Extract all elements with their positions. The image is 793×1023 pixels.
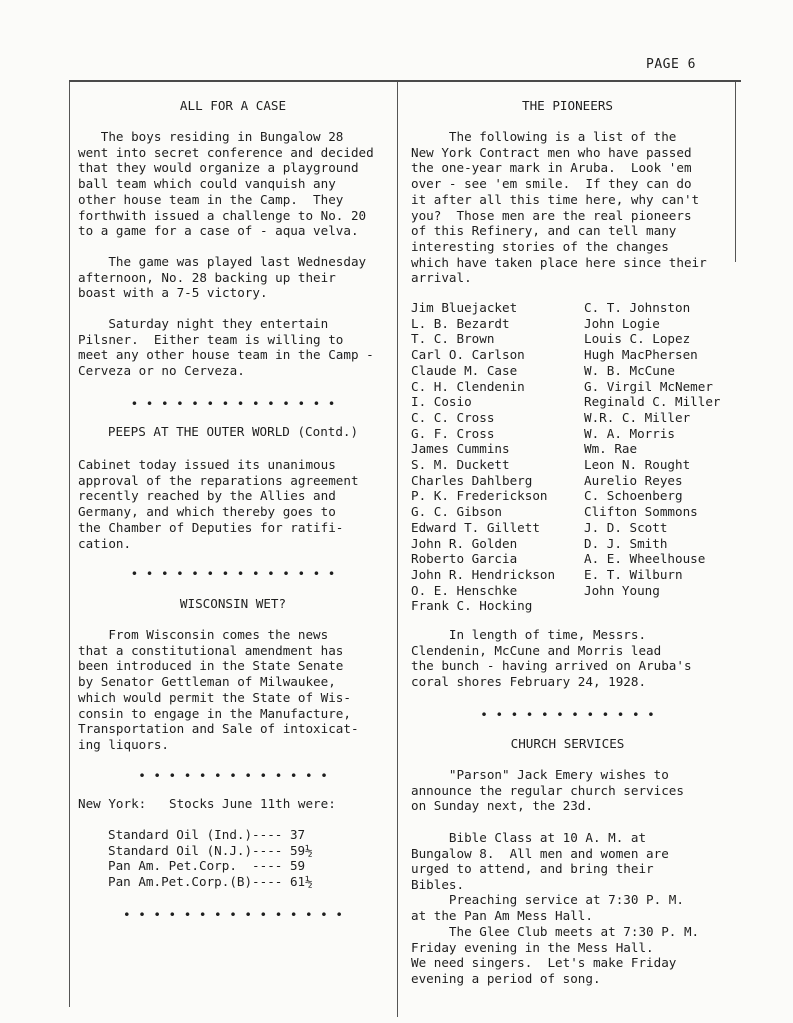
pioneer-name: Charles Dahlberg	[411, 472, 533, 488]
text-line: meet any other house team in the Camp -	[78, 347, 374, 363]
pioneer-name: Leon N. Rought	[584, 457, 691, 472]
text-line: The boys residing in Bungalow 28	[78, 129, 344, 144]
text-line: Saturday night they entertain	[78, 316, 329, 331]
text-line: afternoon, No. 28 backing up their	[78, 269, 336, 285]
pioneer-name: Louis C. Lopez	[584, 331, 691, 347]
pioneer-name: J. D. Scott	[584, 519, 668, 535]
text-line: went into secret conference and decided	[78, 144, 374, 160]
pioneer-name: Hugh MacPhersen	[584, 347, 698, 363]
text-line: ing liquors.	[78, 736, 169, 752]
section-heading: WISCONSIN WET?	[179, 596, 287, 611]
text-line: recently reached by the Allies and	[78, 488, 336, 504]
pioneer-name: John Young	[584, 582, 660, 598]
text-line: to a game for a case of - aqua velva.	[78, 223, 359, 239]
section-heading: CHURCH SERVICES	[510, 736, 625, 751]
pioneer-name: C. C. Cross	[411, 409, 495, 425]
text-line: We need singers. Let's make Friday	[411, 955, 677, 971]
text-line: Bibles.	[411, 877, 465, 893]
text-line: cation.	[78, 535, 132, 551]
pioneer-name: John R. Golden	[411, 535, 518, 551]
pioneer-name: O. E. Henschke	[411, 582, 518, 598]
stock-item: Standard Oil (Ind.)---- 37	[108, 827, 306, 842]
pioneer-name: D. J. Smith	[584, 535, 668, 551]
text-line: The game was played last Wednesday	[78, 254, 367, 269]
pioneer-name: E. T. Wilburn	[584, 566, 683, 582]
text-line: other house team in the Camp. They	[78, 191, 344, 207]
text-line: boast with a 7-5 victory.	[78, 285, 268, 301]
text-line: coral shores February 24, 1928.	[411, 674, 647, 690]
text-line: Clendenin, McCune and Morris lead	[411, 642, 662, 658]
text-line: that they would organize a playground	[78, 160, 359, 176]
text-line: From Wisconsin comes the news	[78, 627, 329, 642]
pioneer-name: W.R. C. Miller	[584, 409, 691, 425]
separator-dots: • • • • • • • • • • • •	[480, 707, 655, 722]
text-line: arrival.	[411, 270, 472, 286]
text-line: over - see 'em smile. If they can do	[411, 176, 692, 192]
pioneer-name: Claude M. Case	[411, 362, 518, 378]
pioneer-name: S. M. Duckett	[411, 457, 510, 472]
section-heading: PEEPS AT THE OUTER WORLD (Contd.)	[107, 424, 359, 439]
pioneer-name: G. C. Gibson	[411, 504, 502, 520]
pioneer-name: James Cummins	[411, 441, 510, 457]
text-line: that a constitutional amendment has	[78, 642, 344, 658]
text-line: interesting stories of the changes	[411, 238, 669, 254]
text-line: by Senator Gettleman of Milwaukee,	[78, 674, 336, 690]
pioneer-name: T. C. Brown	[411, 331, 495, 347]
pioneer-name: Edward T. Gillett	[411, 519, 540, 535]
text-line: Friday evening in the Mess Hall.	[411, 939, 654, 955]
pioneer-name: Reginald C. Miller	[584, 394, 721, 410]
left-margin-rule	[69, 82, 70, 1007]
text-line: Preaching service at 7:30 P. M.	[411, 892, 684, 907]
text-line: approval of the reparations agreement	[78, 472, 359, 488]
text-line: it after all this time here, why can't	[411, 191, 700, 207]
section-heading: THE PIONEERS	[522, 98, 613, 113]
section-heading: ALL FOR A CASE	[179, 98, 287, 113]
pioneer-name: I. Cosio	[411, 394, 472, 410]
text-line: announce the regular church services	[411, 782, 684, 798]
text-line: In length of time, Messrs.	[411, 627, 647, 642]
page-number: PAGE 6	[646, 57, 696, 72]
pioneer-name: W. A. Morris	[584, 425, 675, 441]
right-margin-rule	[735, 82, 736, 262]
text-line: consin to engage in the Manufacture,	[78, 705, 351, 721]
text-line: at the Pan Am Mess Hall.	[411, 907, 593, 923]
text-line: forthwith issued a challenge to No. 20	[78, 207, 367, 223]
pioneer-name: Carl O. Carlson	[411, 347, 525, 363]
column-divider	[397, 82, 398, 1017]
text-line: Cabinet today issued its unanimous	[78, 457, 336, 472]
separator-dots: • • • • • • • • • • • • •	[138, 768, 328, 783]
stock-item: Pan Am.Pet.Corp.(B)---- 61½	[108, 874, 313, 890]
text-line: evening a period of song.	[411, 971, 601, 987]
pioneer-name: C. T. Johnston	[584, 300, 691, 315]
separator-dots: • • • • • • • • • • • • • • •	[123, 907, 343, 922]
stock-item: Standard Oil (N.J.)---- 59½	[108, 842, 313, 858]
text-line: Germany, and which thereby goes to	[78, 504, 336, 520]
text-line: ball team which could vanquish any	[78, 176, 336, 192]
text-line: Cerveza or no Cerveza.	[78, 363, 245, 379]
text-line: been introduced in the State Senate	[78, 658, 344, 674]
pioneer-name: Frank C. Hocking	[411, 598, 533, 614]
separator-dots: • • • • • • • • • • • • • •	[130, 566, 336, 581]
pioneer-name: Clifton Sommons	[584, 504, 698, 520]
pioneer-name: G. Virgil McNemer	[584, 378, 713, 394]
pioneer-name: A. E. Wheelhouse	[584, 551, 706, 567]
pioneer-name: Wm. Rae	[584, 441, 638, 457]
text-line: the one-year mark in Aruba. Look 'em	[411, 160, 692, 176]
pioneer-name: G. F. Cross	[411, 425, 495, 441]
pioneer-name: L. B. Bezardt	[411, 315, 510, 331]
text-line: which would permit the State of Wis-	[78, 689, 351, 705]
text-line: Bungalow 8. All men and women are	[411, 845, 669, 861]
text-line: The following is a list of the	[411, 129, 677, 144]
text-line: the Chamber of Deputies for ratifi-	[78, 519, 344, 535]
text-line: you? Those men are the real pioneers	[411, 207, 692, 223]
text-line: urged to attend, and bring their	[411, 861, 654, 877]
pioneer-name: Roberto Garcia	[411, 551, 518, 567]
pioneer-name: P. K. Frederickson	[411, 488, 548, 504]
text-line: "Parson" Jack Emery wishes to	[411, 767, 669, 782]
pioneer-name: Jim Bluejacket	[411, 300, 518, 315]
text-line: New York Contract men who have passed	[411, 144, 692, 160]
separator-dots: • • • • • • • • • • • • • •	[130, 396, 336, 411]
top-rule	[69, 80, 741, 82]
stocks-heading: New York: Stocks June 11th were:	[78, 796, 336, 811]
text-line: the bunch - having arrived on Aruba's	[411, 658, 692, 674]
text-line: Transportation and Sale of intoxicat-	[78, 721, 359, 737]
pioneer-name: Aurelio Reyes	[584, 472, 683, 488]
pioneer-name: W. B. McCune	[584, 362, 675, 378]
pioneer-name: C. Schoenberg	[584, 488, 683, 504]
text-line: Pilsner. Either team is willing to	[78, 331, 344, 347]
text-line: The Glee Club meets at 7:30 P. M.	[411, 924, 700, 939]
pioneer-name: C. H. Clendenin	[411, 378, 525, 394]
pioneer-name: John R. Hendrickson	[411, 566, 556, 582]
text-line: of this Refinery, and can tell many	[411, 223, 677, 239]
stock-item: Pan Am. Pet.Corp. ---- 59	[108, 858, 306, 874]
text-line: which have taken place here since their	[411, 254, 707, 270]
text-line: Bible Class at 10 A. M. at	[411, 830, 647, 845]
text-line: on Sunday next, the 23d.	[411, 798, 593, 814]
pioneer-name: John Logie	[584, 315, 660, 331]
